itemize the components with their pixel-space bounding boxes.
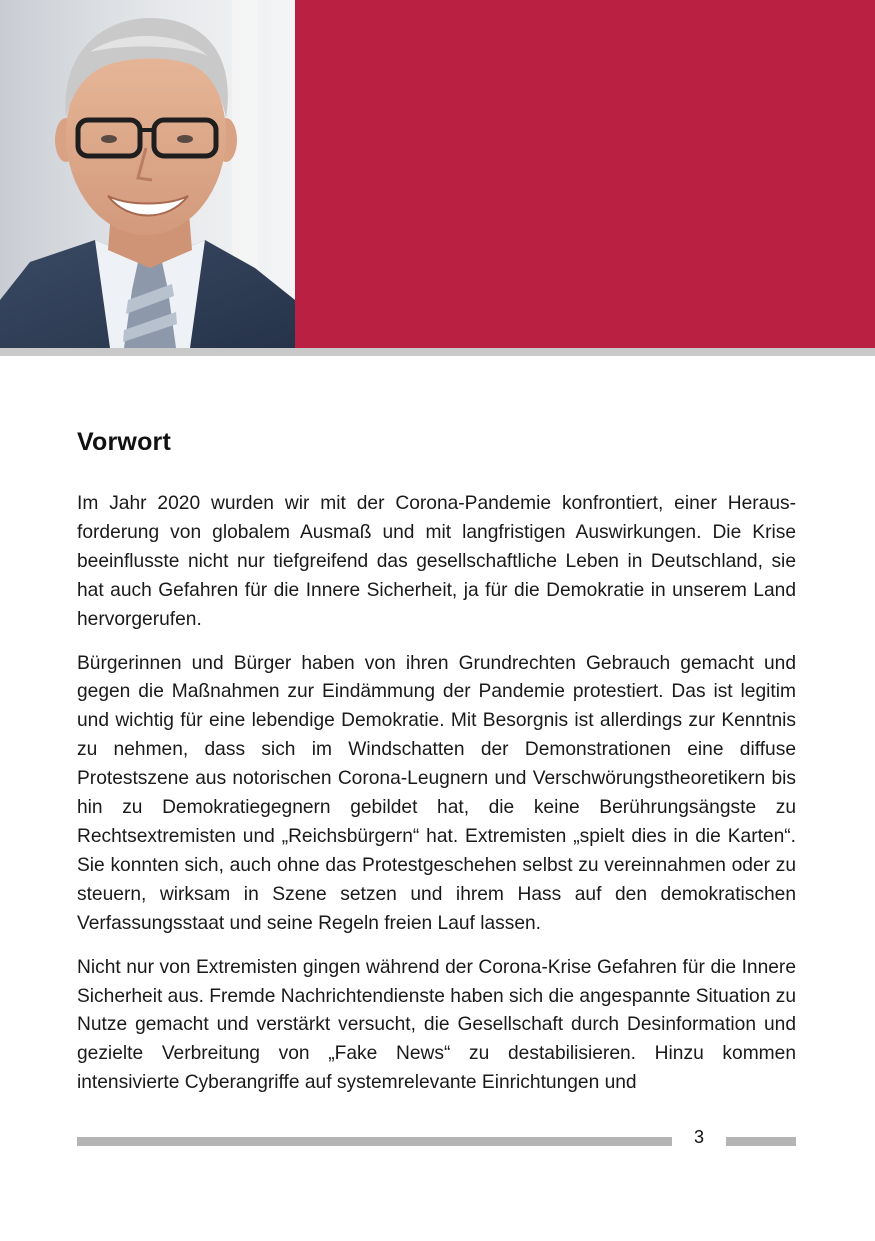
paragraph-2: Bürgerinnen und Bürger haben von ihren Grundrechten Gebrauch gemacht und gegen die Maßnahmen zur Eindämmung der Pandemie protestiert. Das ist legitim und wichtig für eine lebendige Demokratie. Mit Besorgnis ist allerdings zur Kenntnis zu nehmen, dass sich im Windschatten der Demonstrationen eine diffuse Protestszene aus notorischen Corona-Leugnern und Verschwörungstheoretikern bis hin zu Demokratiegegnern gebildet hat, die keine Berührungsängste zu Rechtsextremisten und „Reichsbürgern“ hat. Extremisten „spielt dies in die Karten“. Sie konnten sich, auch ohne das Protestgeschehen selbst zu vereinnahmen oder zu steuern, wirksam in Szene setzen und ihrem Hass auf den demokratischen Verfassungsstaat und seine Regeln freien Lauf lassen.	[77, 652, 796, 934]
portrait-photo	[0, 0, 295, 348]
footer-rule-left	[77, 1137, 672, 1146]
paragraph-3: Nicht nur von Extremisten gingen während der Corona-Krise Gefahren für die Innere Sicherheit aus. Fremde Nachrichtendienste haben sich die angespannte Situation zu Nutze gemacht und verstärkt versucht, die Gesellschaft durch Desinformation und gezielte Verbreitung von „Fake News“ zu destabilisieren. Hinzu kommen intensivierte Cyberangriffe auf systemrelevante Einrichtungen und	[77, 956, 796, 1094]
header-divider	[0, 348, 875, 356]
red-header-block	[295, 0, 875, 348]
body-text	[77, 490, 796, 1113]
page-title: Vorwort	[77, 428, 171, 456]
header	[0, 0, 875, 348]
paragraph-1: Im Jahr 2020 wurden wir mit der Corona-Pandemie konfrontiert, einer Herausforderung von globalem Ausmaß und mit langfristigen Auswirkungen. Die Krise beeinflusste nicht nur tiefgreifend das gesellschaftliche Leben in Deutschland, sie hat auch Gefahren für die Innere Sicherheit, ja für die Demokratie in unserem Land hervorgerufen.	[77, 493, 796, 630]
footer-rule-right	[726, 1137, 796, 1146]
page-number: 3	[693, 1127, 704, 1147]
